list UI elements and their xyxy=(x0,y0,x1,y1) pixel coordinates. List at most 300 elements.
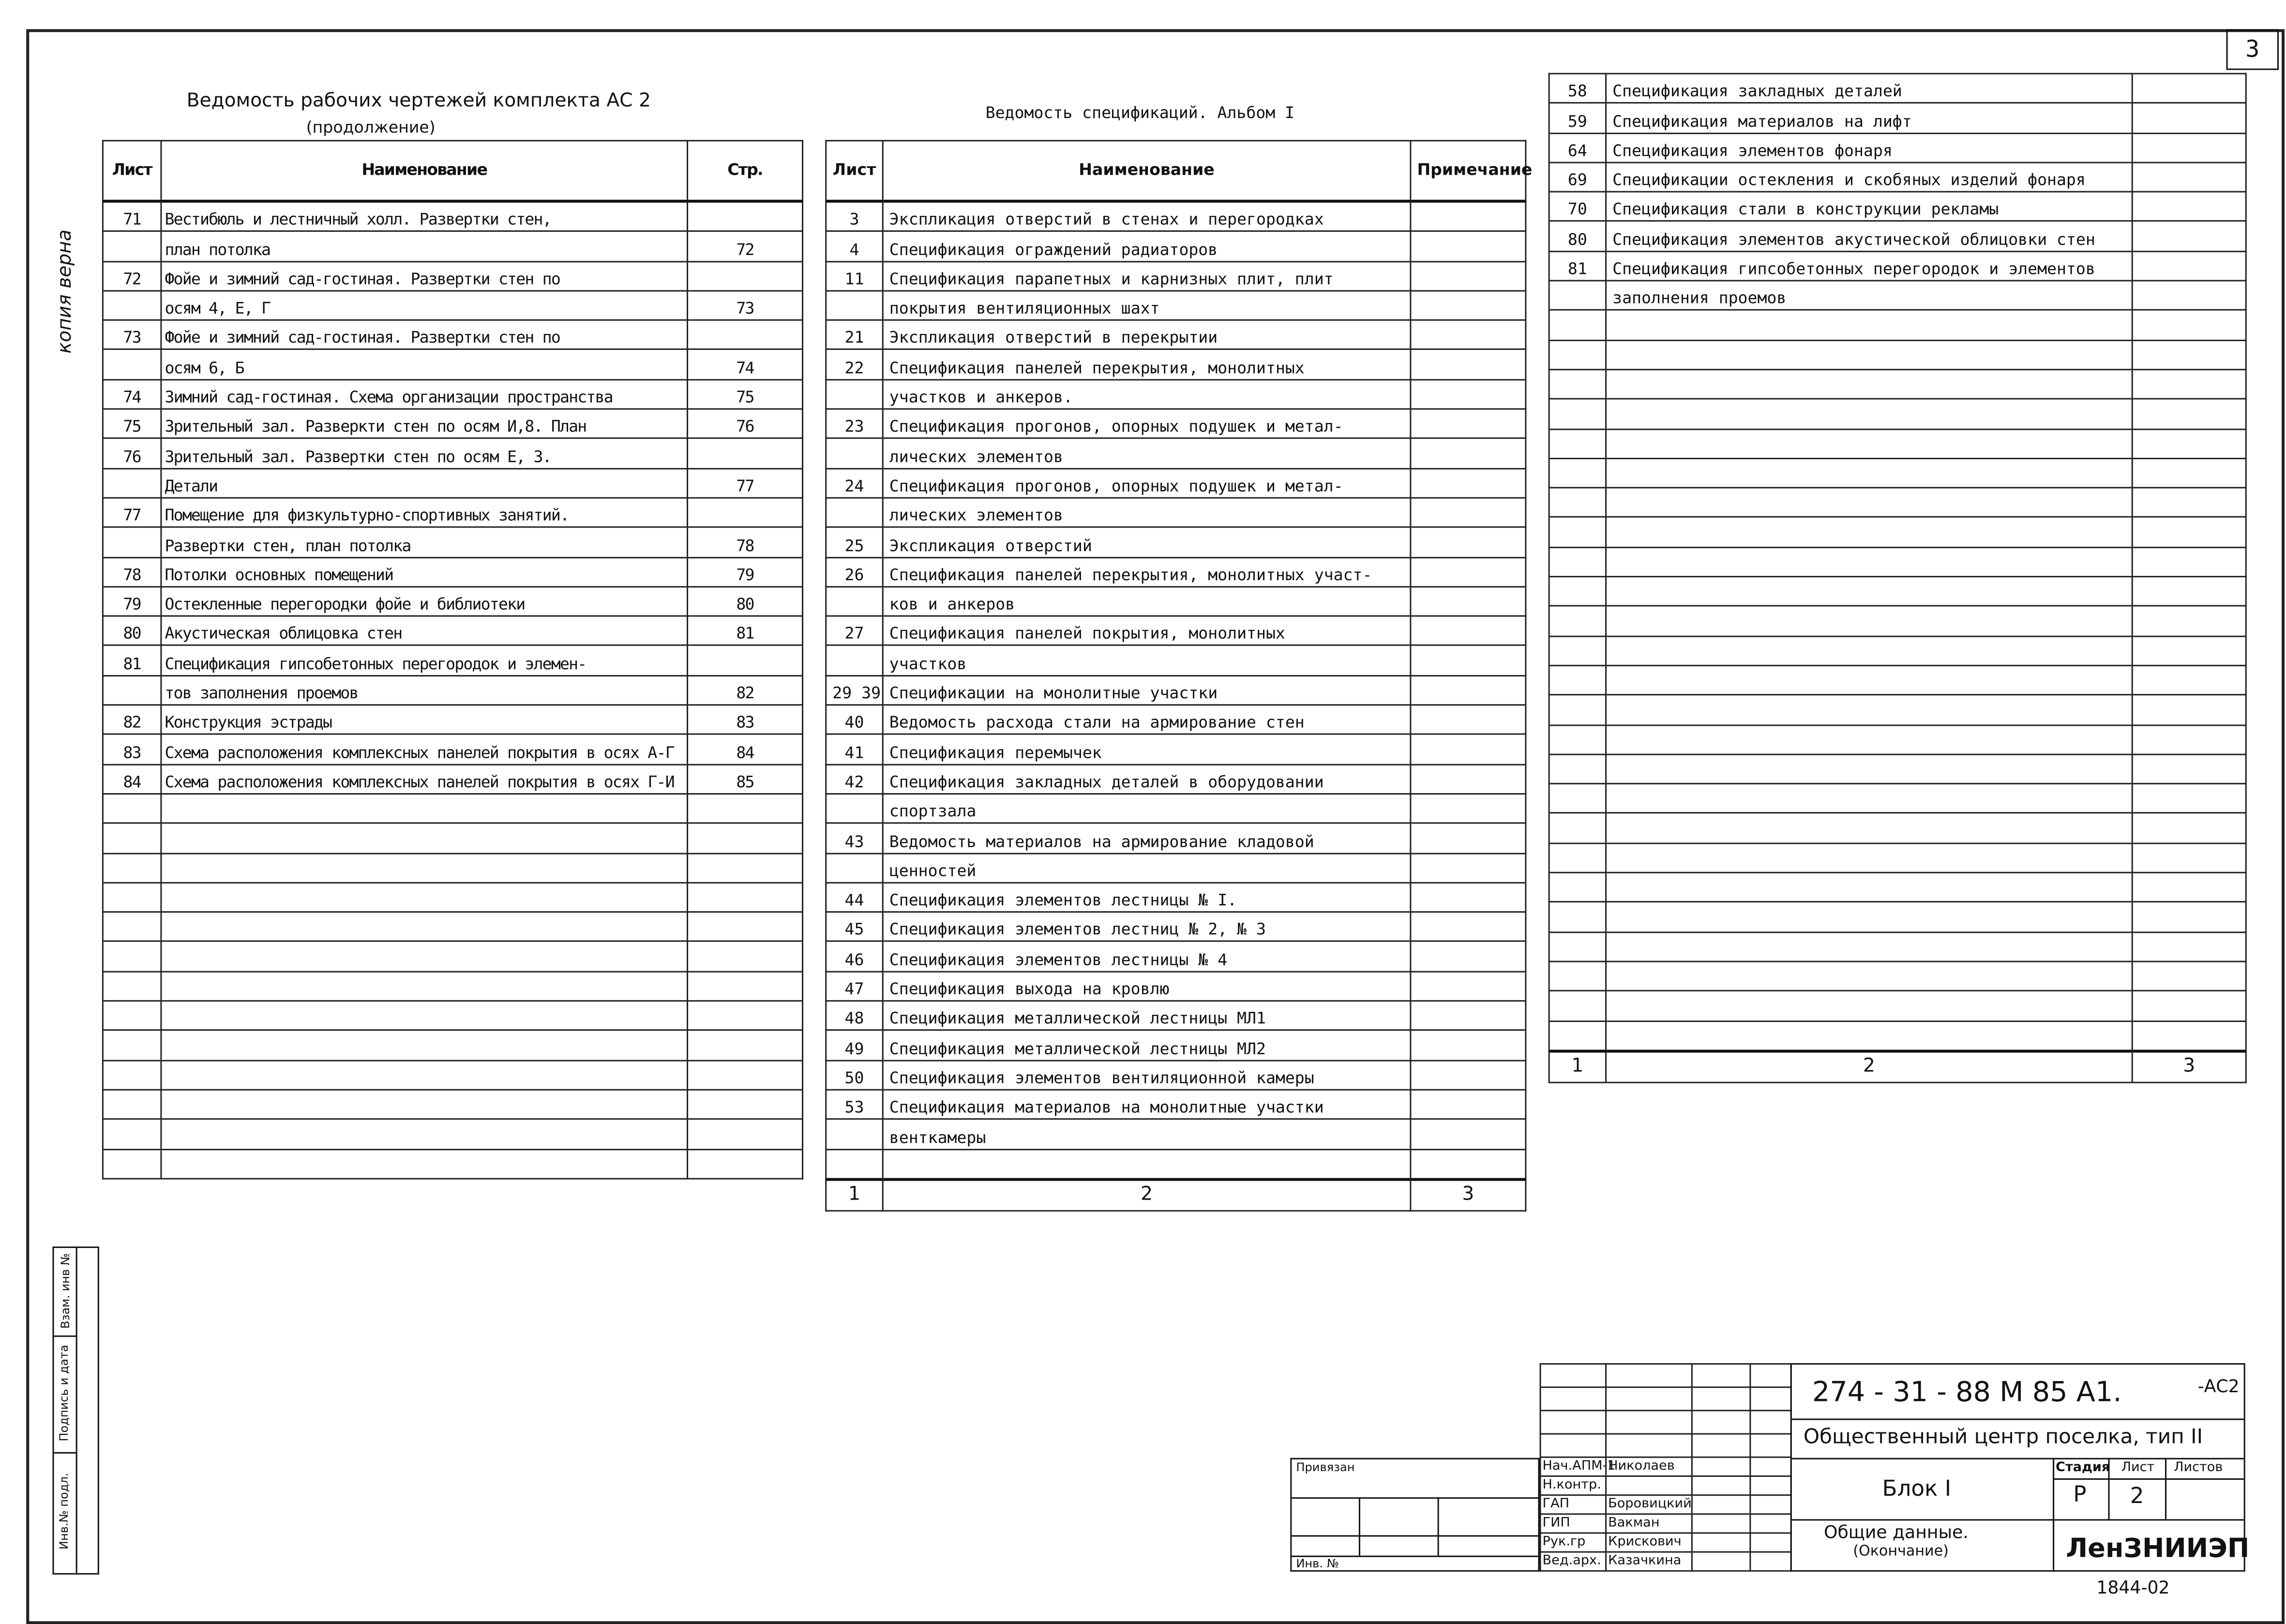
cell-note: 80 xyxy=(688,586,803,616)
strip-cell xyxy=(54,1452,77,1573)
cell-sheet: 41 xyxy=(826,735,883,764)
signature-cell xyxy=(1750,1364,1791,1387)
cell-sheet xyxy=(1549,281,1606,310)
cell-note xyxy=(1411,942,1526,971)
cell-name: Спецификация закладных деталей xyxy=(1606,74,2133,103)
table-row xyxy=(103,705,802,735)
cell-sheet: 58 xyxy=(1549,74,1606,103)
cell-note xyxy=(2132,163,2246,192)
cell-note xyxy=(2132,695,2246,724)
cell-sheet xyxy=(1549,310,1606,340)
cell-name: Конструкция эстрады xyxy=(161,705,688,735)
cell-name: Спецификация элементов фонаря xyxy=(1606,133,2133,162)
cell-note xyxy=(2132,1021,2246,1051)
strip-cell xyxy=(54,1336,77,1454)
table-row xyxy=(826,1149,1526,1179)
cell-name: Спецификации остекления и скобяных изделий фонаря xyxy=(1606,163,2133,192)
signature-cell xyxy=(1692,1364,1750,1387)
table-header-row xyxy=(826,141,1526,201)
cell-name: Спецификация металлической лестницы МЛ1 xyxy=(883,1001,1411,1030)
table-row xyxy=(826,379,1526,409)
cell-note xyxy=(2132,517,2246,547)
cell-name: Спецификация элементов вентиляционной камеры xyxy=(883,1060,1411,1090)
page-number: 3 xyxy=(2226,29,2279,70)
table-row xyxy=(826,557,1526,586)
cell-name: Фойе и зимний сад-гостиная. Развертки стен по xyxy=(161,320,688,350)
cell-name: осям 4, Е, Г xyxy=(161,291,688,320)
cell-note: 76 xyxy=(688,409,803,438)
cell-sheet: 59 xyxy=(1549,103,1606,133)
table-row xyxy=(103,409,802,438)
table-row xyxy=(103,350,802,379)
cell-name: лических элементов xyxy=(883,438,1411,468)
cell-name xyxy=(1606,547,2133,577)
cell-name: Спецификация закладных деталей в оборудовании xyxy=(883,764,1411,794)
signature-row xyxy=(1540,1457,1791,1476)
signature-mark xyxy=(1692,1495,1750,1514)
column-number: 2 xyxy=(883,1179,1411,1211)
inv-label: Инв. № xyxy=(1296,1557,1339,1570)
cell-note xyxy=(1411,1149,1526,1179)
table-row xyxy=(826,676,1526,705)
cell-name: участков xyxy=(883,646,1411,676)
column-number: 1 xyxy=(826,1179,883,1211)
cell-note xyxy=(1411,676,1526,705)
cell-note xyxy=(1411,616,1526,646)
table-row xyxy=(103,468,802,498)
cell-sheet xyxy=(1549,429,1606,458)
cell-sheet xyxy=(826,853,883,883)
cell-name xyxy=(883,1149,1411,1179)
header-name: Наименование xyxy=(883,141,1411,201)
cell-name: Спецификация материалов на монолитные участки xyxy=(883,1090,1411,1119)
cell-sheet: 45 xyxy=(826,912,883,942)
cell-name xyxy=(1606,577,2133,606)
stage-header: Стадия xyxy=(2056,1460,2110,1475)
cell-sheet xyxy=(103,291,161,320)
signature-role: Н.контр. xyxy=(1540,1476,1606,1495)
cell-note xyxy=(2132,962,2246,991)
cell-sheet: 46 xyxy=(826,942,883,971)
cell-sheet xyxy=(103,853,161,883)
table-row xyxy=(1549,251,2246,281)
cell-sheet xyxy=(103,676,161,705)
cell-name: Спецификация ограждений радиаторов xyxy=(883,231,1411,261)
signature-row xyxy=(1540,1387,1791,1411)
cell-sheet xyxy=(1549,724,1606,754)
cell-name: осям 6, Б xyxy=(161,350,688,379)
cell-sheet xyxy=(103,883,161,912)
cell-sheet xyxy=(826,586,883,616)
signature-date xyxy=(1750,1514,1791,1533)
signature-mark xyxy=(1692,1552,1750,1571)
cell-sheet xyxy=(103,942,161,971)
signature-role: Рук.гр xyxy=(1540,1533,1606,1552)
cell-note xyxy=(1411,912,1526,942)
cell-note xyxy=(688,912,803,942)
cell-name: Спецификация элементов акустической облицовки стен xyxy=(1606,222,2133,251)
table-row xyxy=(1549,843,2246,872)
document-title: Общие данные. xyxy=(1824,1522,1969,1543)
column-number: 2 xyxy=(1606,1051,2133,1083)
left-sheet-table xyxy=(102,140,803,1179)
cell-sheet: 77 xyxy=(103,498,161,527)
table-row xyxy=(826,735,1526,764)
cell-sheet: 81 xyxy=(1549,251,1606,281)
cell-name xyxy=(161,1060,688,1090)
cell-note xyxy=(1411,291,1526,320)
cell-sheet xyxy=(103,1090,161,1119)
cell-note xyxy=(1411,1090,1526,1119)
cell-name: Экспликация отверстий xyxy=(883,527,1411,557)
cell-note xyxy=(2132,133,2246,162)
table-row xyxy=(826,794,1526,823)
cell-name xyxy=(1606,665,2133,695)
table-row xyxy=(1549,547,2246,577)
cell-name: Спецификация панелей перекрытия, монолитных xyxy=(883,350,1411,379)
table-row xyxy=(103,883,802,912)
cell-note xyxy=(2132,636,2246,665)
cell-note: 85 xyxy=(688,764,803,794)
signature-cell xyxy=(1750,1387,1791,1411)
cell-sheet: 78 xyxy=(103,557,161,586)
table-row xyxy=(826,942,1526,971)
cell-name: Спецификация металлической лестницы МЛ2 xyxy=(883,1030,1411,1060)
cell-note xyxy=(688,201,803,232)
cell-sheet: 42 xyxy=(826,764,883,794)
cell-sheet xyxy=(826,438,883,468)
cell-name: Спецификация материалов на лифт xyxy=(1606,103,2133,133)
table-row xyxy=(103,912,802,942)
cell-name: Спецификация перемычек xyxy=(883,735,1411,764)
cell-sheet: 3 xyxy=(826,201,883,232)
cell-note xyxy=(1411,1030,1526,1060)
table-row xyxy=(1549,606,2246,636)
cell-name: Зимний сад-гостиная. Схема организации пространства xyxy=(161,379,688,409)
cell-note xyxy=(1411,438,1526,468)
strip-label-signature: Подпись и дата xyxy=(58,1344,71,1442)
project-name: Общественный центр поселка, тип II xyxy=(1803,1426,2203,1449)
cell-name: Спецификация панелей покрытия, монолитных xyxy=(883,616,1411,646)
cell-sheet xyxy=(826,379,883,409)
cell-note xyxy=(688,853,803,883)
header-note: Примечание xyxy=(1411,141,1526,201)
cell-sheet xyxy=(1549,488,1606,517)
cell-name: Схема расположения комплексных панелей покрытия в осях А-Г xyxy=(161,735,688,764)
cell-name: участков и анкеров. xyxy=(883,379,1411,409)
cell-note xyxy=(688,261,803,291)
signature-mark xyxy=(1692,1457,1750,1476)
cell-name: тов заполнения проемов xyxy=(161,676,688,705)
cell-name: венткамеры xyxy=(883,1119,1411,1149)
table-row xyxy=(103,676,802,705)
cell-sheet xyxy=(103,1001,161,1030)
cell-sheet xyxy=(1549,695,1606,724)
cell-note xyxy=(2132,370,2246,399)
table-row xyxy=(1549,399,2246,429)
column-number: 3 xyxy=(1411,1179,1526,1211)
table-row xyxy=(103,1119,802,1149)
cell-sheet: 24 xyxy=(826,468,883,498)
cell-sheet xyxy=(1549,665,1606,695)
cell-sheet xyxy=(1549,813,1606,843)
table-row xyxy=(826,231,1526,261)
signature-table xyxy=(1540,1363,1792,1572)
left-table-title: Ведомость рабочих чертежей комплекта АС 2 xyxy=(186,90,651,112)
table-row xyxy=(1549,133,2246,162)
cell-sheet xyxy=(1549,370,1606,399)
cell-note xyxy=(2132,991,2246,1021)
cell-name: Спецификация парапетных и карнизных плит, плит xyxy=(883,261,1411,291)
cell-name: спортзала xyxy=(883,794,1411,823)
cell-name xyxy=(1606,606,2133,636)
margin-note: копия верна xyxy=(54,229,77,354)
table-row xyxy=(826,823,1526,853)
cell-note: 77 xyxy=(688,468,803,498)
cell-sheet xyxy=(103,823,161,853)
signature-name xyxy=(1606,1476,1692,1495)
table-row xyxy=(1549,222,2246,251)
cell-note xyxy=(1411,498,1526,527)
cell-sheet xyxy=(826,498,883,527)
table-row xyxy=(103,231,802,261)
cell-note xyxy=(688,1030,803,1060)
table-row xyxy=(1549,458,2246,488)
cell-name xyxy=(161,853,688,883)
cell-sheet xyxy=(1549,606,1606,636)
cell-name: Спецификация элементов лестницы № I. xyxy=(883,883,1411,912)
signature-cell xyxy=(1540,1364,1606,1387)
cell-sheet xyxy=(1549,399,1606,429)
signature-name: Николаев xyxy=(1606,1457,1692,1476)
cell-sheet: 84 xyxy=(103,764,161,794)
cell-note xyxy=(1411,794,1526,823)
cell-name: Акустическая облицовка стен xyxy=(161,616,688,646)
table-row xyxy=(103,1149,802,1178)
cell-name: покрытия вентиляционных шахт xyxy=(883,291,1411,320)
cell-sheet: 53 xyxy=(826,1090,883,1119)
table-row xyxy=(826,291,1526,320)
table-row xyxy=(1549,429,2246,458)
table-row xyxy=(826,764,1526,794)
cell-name: план потолка xyxy=(161,231,688,261)
cell-name xyxy=(1606,902,2133,932)
cell-sheet xyxy=(103,350,161,379)
signature-role: ГИП xyxy=(1540,1514,1606,1533)
cell-sheet xyxy=(1549,517,1606,547)
cell-note xyxy=(2132,222,2246,251)
document-subtitle: (Окончание) xyxy=(1853,1544,1949,1560)
cell-note xyxy=(1411,823,1526,853)
table-row xyxy=(103,764,802,794)
cell-note xyxy=(2132,310,2246,340)
cell-sheet: 48 xyxy=(826,1001,883,1030)
cell-sheet xyxy=(1549,547,1606,577)
table-row xyxy=(103,438,802,468)
cell-note: 73 xyxy=(688,291,803,320)
sheet-value: 2 xyxy=(2130,1483,2144,1509)
cell-name: Потолки основных помещений xyxy=(161,557,688,586)
attached-area xyxy=(1290,1458,1539,1572)
cell-note xyxy=(688,1119,803,1149)
table-row xyxy=(826,350,1526,379)
strip-cell xyxy=(54,1248,77,1337)
signature-cell xyxy=(1692,1411,1750,1434)
cell-name xyxy=(1606,962,2133,991)
table-row xyxy=(826,498,1526,527)
cell-note xyxy=(2132,103,2246,133)
signature-cell xyxy=(1692,1387,1750,1411)
cell-note: 72 xyxy=(688,231,803,261)
cell-note xyxy=(1411,320,1526,350)
cell-note: 75 xyxy=(688,379,803,409)
signature-name: Вакман xyxy=(1606,1514,1692,1533)
cell-sheet xyxy=(1549,962,1606,991)
cell-note xyxy=(1411,557,1526,586)
cell-name: Спецификация элементов лестницы № 4 xyxy=(883,942,1411,971)
cell-sheet xyxy=(103,1030,161,1060)
cell-note xyxy=(1411,468,1526,498)
table-row xyxy=(1549,872,2246,902)
header-sheet: Лист xyxy=(103,141,161,201)
signature-row xyxy=(1540,1533,1791,1552)
cell-name xyxy=(161,971,688,1001)
cell-note xyxy=(1411,231,1526,261)
cell-sheet xyxy=(103,1119,161,1149)
cell-note xyxy=(688,320,803,350)
signature-cell xyxy=(1540,1411,1606,1434)
cell-note xyxy=(688,794,803,823)
cell-sheet: 73 xyxy=(103,320,161,350)
cell-name xyxy=(1606,991,2133,1021)
table-row xyxy=(1549,1021,2246,1051)
cell-sheet: 21 xyxy=(826,320,883,350)
header-sheet: Лист xyxy=(826,141,883,201)
middle-table-title: Ведомость спецификаций. Альбом I xyxy=(985,103,1295,123)
cell-sheet: 25 xyxy=(826,527,883,557)
cell-note xyxy=(1411,379,1526,409)
signature-date xyxy=(1750,1552,1791,1571)
cell-name: Помещение для физкультурно-спортивных занятий. xyxy=(161,498,688,527)
cell-name: Схема расположения комплексных панелей покрытия в осях Г-И xyxy=(161,764,688,794)
cell-name xyxy=(1606,340,2133,370)
signature-row xyxy=(1540,1411,1791,1434)
header-name: Наименование xyxy=(161,141,688,201)
cell-note xyxy=(2132,754,2246,784)
table-row xyxy=(1549,813,2246,843)
signature-date xyxy=(1750,1495,1791,1514)
cell-name xyxy=(161,1030,688,1060)
cell-name: Вестибюль и лестничный холл. Развертки стен, xyxy=(161,201,688,232)
cell-sheet: 82 xyxy=(103,705,161,735)
cell-note xyxy=(2132,872,2246,902)
table-row xyxy=(826,971,1526,1001)
table-row xyxy=(103,320,802,350)
table-row xyxy=(1549,163,2246,192)
signature-row xyxy=(1540,1364,1791,1387)
cell-note xyxy=(688,1001,803,1030)
cell-sheet: 43 xyxy=(826,823,883,853)
table-row xyxy=(826,527,1526,557)
cell-sheet xyxy=(103,1060,161,1090)
signature-cell xyxy=(1750,1434,1791,1457)
cell-note: 78 xyxy=(688,527,803,557)
cell-name xyxy=(161,794,688,823)
cell-note xyxy=(688,498,803,527)
table-row xyxy=(1549,517,2246,547)
cell-name xyxy=(1606,724,2133,754)
cell-sheet: 69 xyxy=(1549,163,1606,192)
table-row xyxy=(1549,665,2246,695)
table-row xyxy=(826,201,1526,232)
cell-note xyxy=(1411,1001,1526,1030)
cell-note xyxy=(2132,74,2246,103)
table-row xyxy=(103,971,802,1001)
cell-sheet xyxy=(1549,843,1606,872)
signature-name: Казачкина xyxy=(1606,1552,1692,1571)
signature-row xyxy=(1540,1552,1791,1571)
cell-note xyxy=(688,942,803,971)
cell-note xyxy=(1411,646,1526,676)
table-row xyxy=(826,705,1526,735)
table-footer-row xyxy=(826,1179,1526,1211)
cell-name: Спецификация выхода на кровлю xyxy=(883,971,1411,1001)
cell-sheet: 64 xyxy=(1549,133,1606,162)
cell-name: ков и анкеров xyxy=(883,586,1411,616)
cell-sheet xyxy=(1549,340,1606,370)
table-row xyxy=(103,586,802,616)
cell-note xyxy=(1411,409,1526,438)
table-row xyxy=(103,527,802,557)
table-row xyxy=(1549,370,2246,399)
table-row xyxy=(103,1090,802,1119)
table-row xyxy=(826,320,1526,350)
signature-mark xyxy=(1692,1533,1750,1552)
table-row xyxy=(1549,74,2246,103)
cell-note xyxy=(688,646,803,676)
signature-date xyxy=(1750,1533,1791,1552)
signature-cell xyxy=(1606,1364,1692,1387)
cell-sheet: 27 xyxy=(826,616,883,646)
cell-note xyxy=(1411,705,1526,735)
cell-name: Спецификация панелей перекрытия, монолитных участ- xyxy=(883,557,1411,586)
cell-name xyxy=(161,1119,688,1149)
cell-note xyxy=(2132,251,2246,281)
cell-name: Фойе и зимний сад-гостиная. Развертки стен по xyxy=(161,261,688,291)
cell-name: заполнения проемов xyxy=(1606,281,2133,310)
cell-sheet xyxy=(826,646,883,676)
cell-note xyxy=(2132,606,2246,636)
cell-sheet: 80 xyxy=(1549,222,1606,251)
cell-name xyxy=(161,1001,688,1030)
table-row xyxy=(103,261,802,291)
cell-sheet: 26 xyxy=(826,557,883,586)
table-row xyxy=(103,291,802,320)
cell-sheet xyxy=(826,794,883,823)
title-block xyxy=(1790,1363,2250,1572)
signature-row xyxy=(1540,1514,1791,1533)
signature-role: ГАП xyxy=(1540,1495,1606,1514)
table-row xyxy=(103,616,802,646)
cell-name xyxy=(161,912,688,942)
cell-note: 84 xyxy=(688,735,803,764)
table-row xyxy=(826,586,1526,616)
cell-note: 82 xyxy=(688,676,803,705)
cell-note xyxy=(2132,932,2246,962)
signature-mark xyxy=(1692,1514,1750,1533)
signature-cell xyxy=(1606,1411,1692,1434)
cell-name xyxy=(161,942,688,971)
